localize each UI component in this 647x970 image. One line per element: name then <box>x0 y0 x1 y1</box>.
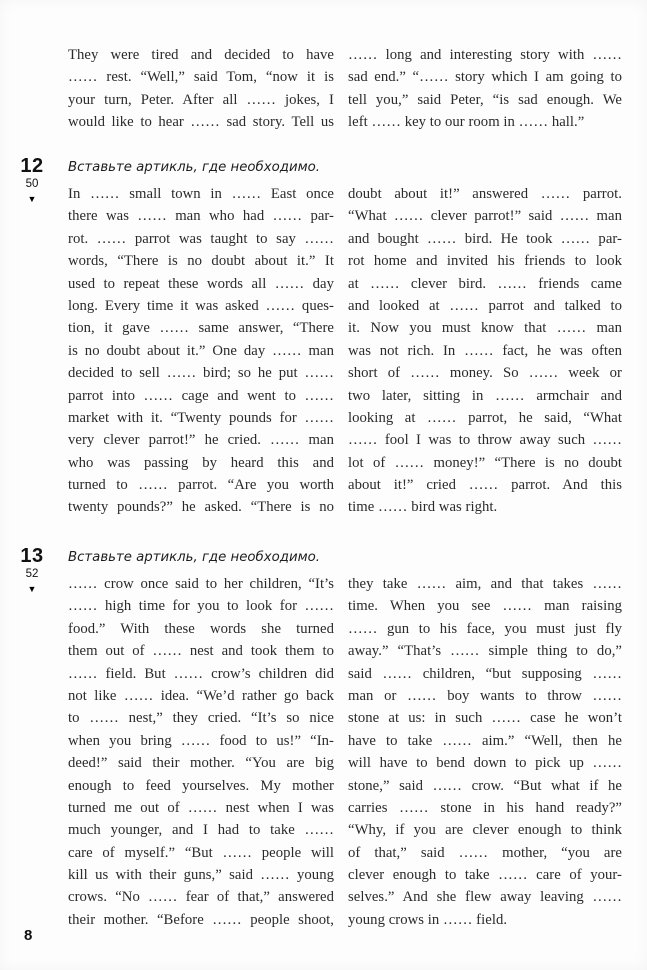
text-line: …… high time for you to look for …… <box>68 598 334 615</box>
text-line: when you bring …… food to us!” “In- <box>68 732 334 749</box>
text-line: left …… key to our room in …… hall.” <box>348 114 585 131</box>
triangle-down-icon: ▼ <box>27 584 37 594</box>
text-line: stone,” said …… crow. “But what if he <box>348 777 622 794</box>
text-line: crows. “No …… fear of that,” answered <box>68 889 334 906</box>
text-line: lot of …… money!” “There is no doubt <box>348 454 622 471</box>
text-line: stone at us: in such …… case he won’t <box>348 710 622 727</box>
exercise-code: 52 <box>25 568 39 580</box>
exercise-13-marker <box>4 545 60 595</box>
text-line: In …… small town in …… East once <box>68 186 334 202</box>
text-line: clever enough to take …… care of your- <box>348 867 622 884</box>
text-line: have to take …… aim.” “Well, then he <box>348 732 622 749</box>
text-line: they take …… aim, and that takes …… <box>348 576 622 592</box>
text-line: parrot into …… cage and went to …… <box>68 387 334 404</box>
text-line: who was passing by heard this and <box>68 454 334 471</box>
text-column-left <box>68 183 334 519</box>
text-line: market with it. “Twenty pounds for …… <box>68 409 334 426</box>
text-line: their mother. “Before …… people shoot, <box>68 911 334 928</box>
triangle-down-icon: ▼ <box>27 194 37 204</box>
text-line: twenty pounds?” he asked. “There is no <box>68 499 334 516</box>
text-line: much younger, and I had to take …… <box>68 822 334 839</box>
page-number: 8 <box>24 927 33 944</box>
text-line: care of myself.” “But …… people will <box>68 844 334 861</box>
text-line: …… gun to his face, you must just fly <box>348 620 622 637</box>
text-line: not like …… idea. “We’d rather go back <box>68 687 334 704</box>
exercise-number: 12 <box>20 155 44 177</box>
exercise-13-section <box>68 573 622 931</box>
text-line: selves.” And she flew away leaving …… <box>348 889 622 906</box>
text-line: there was …… man who had …… par- <box>68 208 334 225</box>
text-line: doubt about it!” answered …… parrot. <box>348 186 622 202</box>
text-column-left <box>68 573 334 931</box>
text-line: to …… nest,” they cried. “It’s so nice <box>68 710 334 727</box>
text-line: …… fool I was to throw away such …… <box>348 432 622 449</box>
text-line: short of …… money. So …… week or <box>348 365 622 382</box>
text-line: time. When you see …… man raising <box>348 598 622 615</box>
text-line: long. Every time it was asked …… ques- <box>68 297 334 314</box>
text-line: rot. …… parrot was taught to say …… <box>68 230 334 247</box>
text-line: about it!” cried …… parrot. And this <box>348 477 622 494</box>
text-line: looking at …… parrot, he said, “What <box>348 409 622 426</box>
text-line: it. Now you must know that …… man <box>348 320 622 337</box>
text-line: …… field. But …… crow’s children did <box>68 665 334 682</box>
text-line: deed!” said their mother. “You are big <box>68 755 334 772</box>
text-line: away.” “That’s …… simple thing to do,” <box>348 643 622 660</box>
text-line: enough to feed yourselves. My mother <box>68 777 334 794</box>
text-line: kill us with their guns,” said …… young <box>68 867 334 884</box>
text-line: sad end.” “…… story which I am going to <box>348 69 622 86</box>
text-line: food.” With these words she turned <box>68 620 334 637</box>
text-line: They were tired and decided to have <box>68 47 334 63</box>
text-line: is no doubt about it.” One day …… man <box>68 342 334 359</box>
text-line: time …… bird was right. <box>348 499 498 516</box>
text-line: your turn, Peter. After all …… jokes, I <box>68 91 334 108</box>
text-line: …… rest. “Well,” said Tom, “now it is <box>68 69 334 86</box>
text-line: man or …… boy wants to throw …… <box>348 687 622 704</box>
text-column-right <box>348 44 622 134</box>
exercise-12-section <box>68 183 622 519</box>
text-line: very clever parrot!” he cried. …… man <box>68 432 334 449</box>
text-column-left <box>68 44 334 134</box>
text-line: “Why, if you are clever enough to think <box>348 822 622 839</box>
text-line: …… crow once said to her children, “It’s <box>68 576 334 592</box>
text-line: carries …… stone in his hand ready?” <box>348 799 622 816</box>
exercise-12-instruction: Вставьте артикль, где необходимо. <box>68 160 320 175</box>
text-line: them out of …… nest and took them to <box>68 643 334 660</box>
text-line: of that,” said …… mother, “you are <box>348 844 622 861</box>
text-line: at …… clever bird. …… friends came <box>348 275 622 292</box>
text-line: words, “There is no doubt about it.” It <box>68 253 334 270</box>
text-line: …… long and interesting story with …… <box>348 47 622 63</box>
exercise-13-instruction: Вставьте артикль, где необходимо. <box>68 550 320 565</box>
text-line: was not rich. In …… fact, he was often <box>348 342 622 359</box>
text-line: and looked at …… parrot and talked to <box>348 297 622 314</box>
text-column-right <box>348 183 622 519</box>
text-column-right <box>348 573 622 931</box>
text-line: turned to …… parrot. “Are you worth <box>68 477 334 494</box>
text-line: turned me out of …… nest when I was <box>68 799 334 816</box>
text-line: will have to bend down to pick up …… <box>348 755 622 772</box>
text-line: tell you,” said Peter, “is sad enough. We <box>348 91 622 108</box>
text-line: young crows in …… field. <box>348 911 508 928</box>
text-line: said …… children, “but supposing …… <box>348 665 622 682</box>
intro-section <box>68 44 622 134</box>
text-line: “What …… clever parrot!” said …… man <box>348 208 622 225</box>
exercise-code: 50 <box>25 178 39 190</box>
text-line: tion, it gave …… same answer, “There <box>68 320 334 337</box>
text-line: two later, sitting in …… armchair and <box>348 387 622 404</box>
exercise-12-marker <box>4 155 60 205</box>
text-line: used to repeat these words all …… day <box>68 275 334 292</box>
text-line: rot home and invited his friends to look <box>348 253 622 270</box>
text-line: decided to sell …… bird; so he put …… <box>68 365 334 382</box>
text-line: and bought …… bird. He took …… par- <box>348 230 622 247</box>
exercise-number: 13 <box>20 545 44 567</box>
text-line: would like to hear …… sad story. Tell us <box>68 114 334 131</box>
